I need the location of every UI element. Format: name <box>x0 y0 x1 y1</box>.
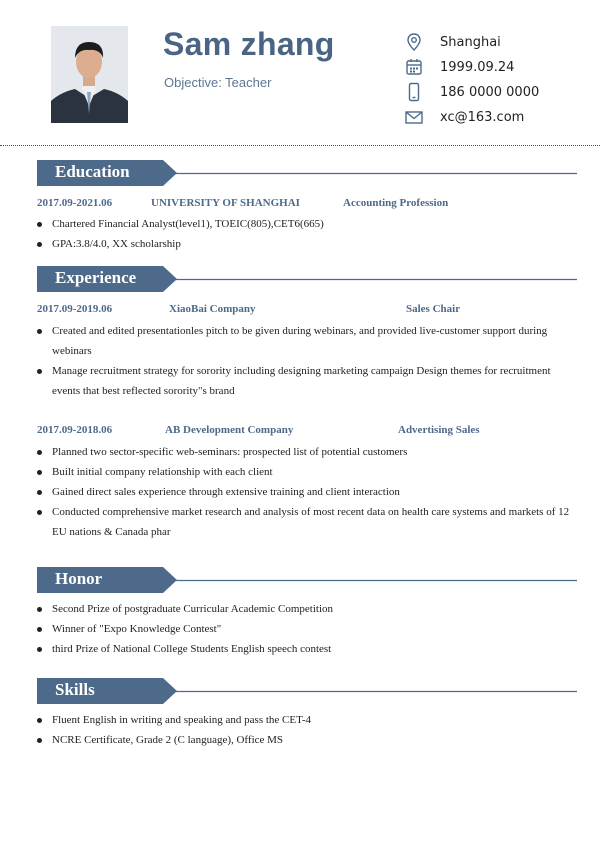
list-item: third Prize of National College Students English speech contest <box>52 639 572 659</box>
list-item: Chartered Financial Analyst(level1), TOEIC(805),CET6(665) <box>52 214 572 234</box>
list-item: Conducted comprehensive market research and analysis of most recent data on health care systems and markets of 12 EU nations & Canada phar <box>52 502 572 542</box>
section-title: Experience <box>55 268 137 287</box>
section-skills <box>37 678 577 704</box>
phone-icon <box>404 82 424 102</box>
profile-photo <box>51 26 128 123</box>
list-item: GPA:3.8/4.0, XX scholarship <box>52 234 572 254</box>
contact-birthdate: 1999.09.24 <box>404 57 514 77</box>
list-item: NCRE Certificate, Grade 2 (C language), Office MS <box>52 730 572 750</box>
section-education <box>37 160 577 186</box>
education-entry: 2017.09-2021.06 UNIVERSITY OF SHANGHAI Accounting Profession <box>37 197 449 209</box>
candidate-name: Sam zhang <box>163 26 335 62</box>
contact-email: xc@163.com <box>404 107 524 127</box>
list-item: Gained direct sales experience through extensive training and client interaction <box>52 482 572 502</box>
section-title: Skills <box>55 680 95 699</box>
list-item: Winner of "Expo Knowledge Contest" <box>52 619 572 639</box>
list-item: Created and edited presentationles pitch to be given during webinars, and provided live-customer support during webinars <box>52 321 572 361</box>
list-item: Second Prize of postgraduate Curricular Academic Competition <box>52 599 572 619</box>
section-honor <box>37 567 577 593</box>
job-entry: 2017.09-2018.06 AB Development Company Advertising Sales <box>37 424 480 436</box>
section-title: Education <box>55 162 130 181</box>
list-item: Built initial company relationship with each client <box>52 462 572 482</box>
objective: Objective: Teacher <box>164 75 272 90</box>
contact-location: Shanghai <box>404 32 501 52</box>
mail-icon <box>404 107 424 127</box>
section-experience <box>37 266 577 292</box>
location-icon <box>404 32 424 52</box>
section-title: Honor <box>55 569 103 588</box>
list-item: Manage recruitment strategy for sorority including designing marketing campaign Design themes for recruitment events that best reflected sorority"s brand <box>52 361 572 401</box>
contact-phone: 186 0000 0000 <box>404 82 539 102</box>
header-divider <box>0 145 600 146</box>
list-item: Fluent English in writing and speaking and pass the CET-4 <box>52 710 572 730</box>
list-item: Planned two sector-specific web-seminars: prospected list of potential customers <box>52 442 572 462</box>
job-entry: 2017.09-2019.06 XiaoBai Company Sales Chair <box>37 303 461 315</box>
calendar-icon <box>404 57 424 77</box>
